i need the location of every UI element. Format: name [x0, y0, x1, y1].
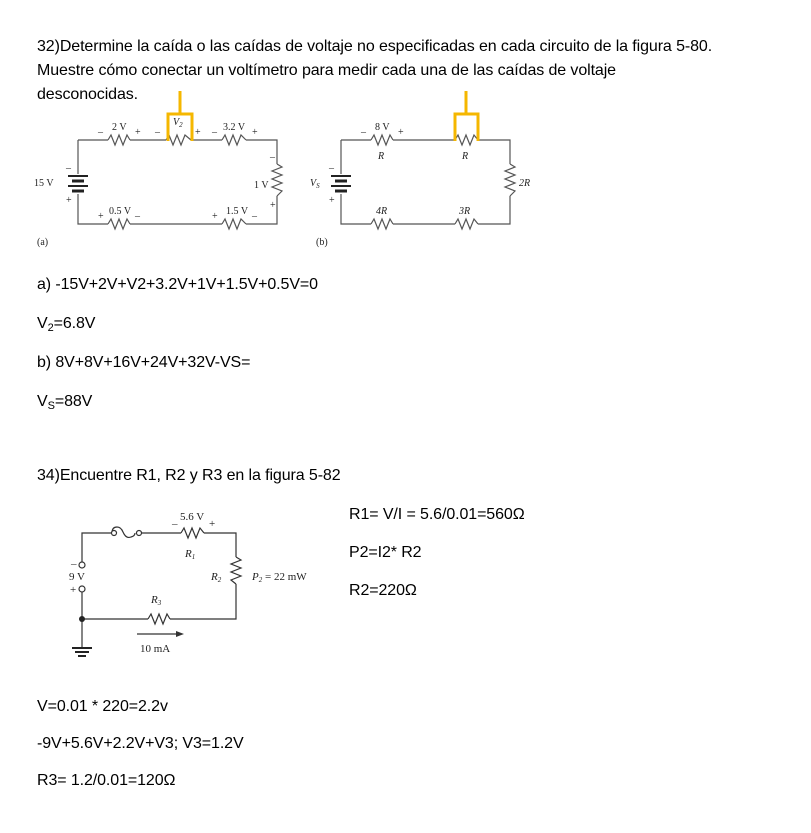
label-v2: $V_2$ — [173, 117, 183, 129]
problem-32-title-line-2: Muestre cómo conectar un voltímetro para medir cada una de las caídas de voltaje — [37, 62, 616, 79]
svg-text:–: – — [66, 163, 71, 174]
svg-text:–: – — [172, 518, 178, 530]
svg-text:+: + — [98, 211, 104, 222]
svg-text:+: + — [270, 200, 276, 211]
label-r2: R2 — [211, 571, 222, 584]
svg-text:+: + — [252, 127, 258, 138]
label-2v: 2 V — [112, 122, 127, 133]
label-vs: $V_S$ — [310, 178, 320, 190]
svg-text:+: + — [66, 195, 72, 206]
answer-r3: R3= 1.2/0.01=120Ω — [37, 772, 176, 789]
label-5-6v: 5.6 V — [180, 511, 205, 523]
problem-34-title: 34)Encuentre R1, R2 y R3 en la figura 5-82 — [37, 467, 341, 484]
label-15v: 15 V — [34, 178, 54, 189]
problem-32-title-line-1: 32)Determine la caída o las caídas de voltaje no especificadas en cada circuito de la figura 5-80. — [37, 38, 713, 55]
svg-text:+: + — [209, 518, 216, 530]
label-10ma: 10 mA — [140, 643, 171, 655]
answer-a-equation: a) -15V+2V+V2+3.2V+1V+1.5V+0.5V=0 — [37, 276, 318, 293]
figure-b-caption: (b) — [316, 237, 328, 248]
label-8v: 8 V — [375, 122, 390, 133]
label-p2: P2 = 22 mW — [252, 571, 307, 584]
svg-text:–: – — [212, 127, 217, 138]
svg-text:–: – — [98, 127, 103, 138]
figure-a-caption: (a) — [37, 237, 49, 248]
svg-text:–: – — [252, 211, 257, 222]
label-4r: 4R — [376, 206, 388, 217]
label-1-5v: 1.5 V — [226, 206, 249, 217]
label-1v: 1 V — [254, 180, 269, 191]
answer-a-result: $V_2=6.8V$ — [37, 315, 96, 334]
label-3r: 3R — [459, 206, 471, 217]
label-2r: 2R — [519, 178, 531, 189]
label-r3: R3 — [151, 594, 162, 607]
svg-text:+: + — [70, 584, 77, 596]
label-9v: 9 V — [69, 571, 85, 583]
label-3-2v: 3.2 V — [223, 122, 246, 133]
svg-text:+: + — [398, 127, 404, 138]
svg-text:+: + — [329, 195, 335, 206]
answer-b-result: $V_S=88V$ — [37, 393, 93, 412]
svg-text:+: + — [135, 127, 141, 138]
junction-dot — [79, 616, 85, 622]
answer-v: V=0.01 * 220=2.2v — [37, 698, 168, 715]
svg-text:–: – — [361, 127, 366, 138]
answer-r2: R2=220Ω — [349, 582, 417, 599]
label-r1: R1 — [185, 548, 196, 561]
svg-text:–: – — [270, 152, 275, 163]
svg-text:–: – — [329, 163, 334, 174]
current-arrow-icon — [176, 631, 184, 637]
svg-text:+: + — [212, 211, 218, 222]
answer-v3: -9V+5.6V+2.2V+V3; V3=1.2V — [37, 735, 244, 752]
problem-32-title-line-3: desconocidas. — [37, 86, 138, 103]
label-0-5v: 0.5 V — [109, 206, 132, 217]
svg-text:+: + — [195, 127, 201, 138]
label-r1b: R — [378, 151, 385, 162]
answer-r1: R1= V/I = 5.6/0.01=560Ω — [349, 506, 525, 523]
svg-text:–: – — [135, 211, 140, 222]
answer-p2: P2=I2* R2 — [349, 544, 422, 561]
answer-b-equation: b) 8V+8V+16V+24V+32V-VS= — [37, 354, 251, 371]
ground-icon — [72, 648, 92, 656]
svg-text:–: – — [155, 127, 160, 138]
svg-text:–: – — [71, 558, 77, 570]
label-r2b: R — [462, 151, 469, 162]
